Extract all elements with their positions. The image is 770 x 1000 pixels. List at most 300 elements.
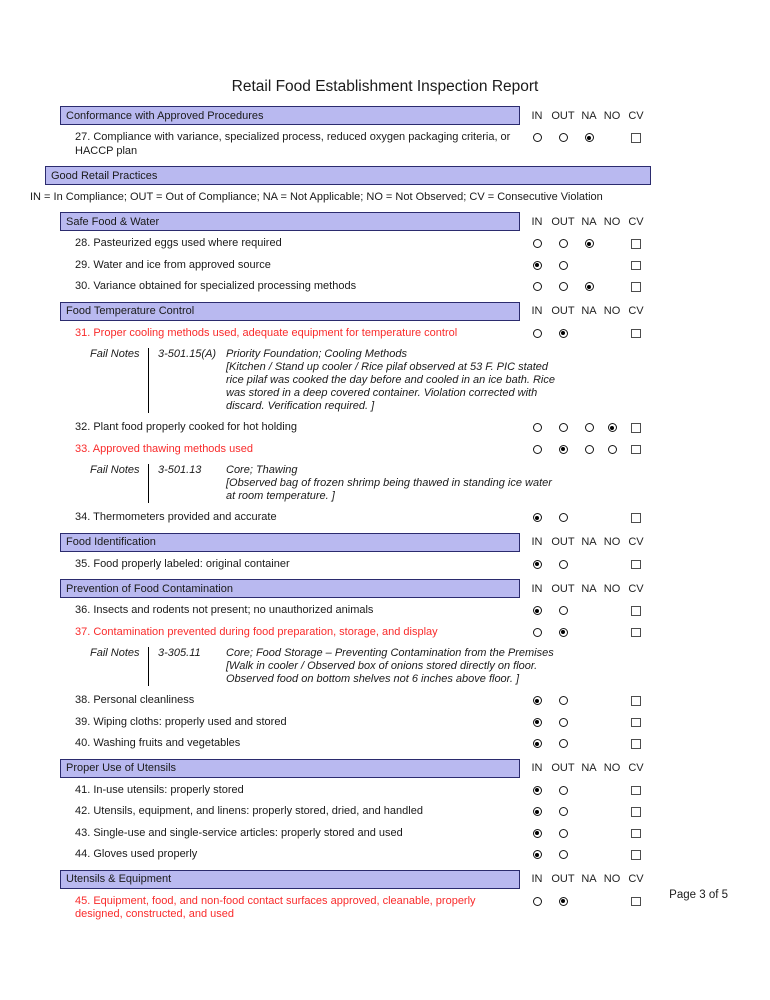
mark-cell-in <box>525 421 549 435</box>
mark-cell-no <box>601 604 623 618</box>
mark-cell-cv <box>623 421 649 435</box>
checkbox-cv-item-42[interactable] <box>631 807 641 817</box>
item-row-29 <box>0 259 770 273</box>
radio-in-item-30[interactable] <box>533 282 542 291</box>
item-marks <box>525 784 649 798</box>
mark-cell-no <box>601 237 623 251</box>
mark-cell-cv <box>623 443 649 457</box>
radio-out-item-40[interactable] <box>559 739 568 748</box>
column-header-no: NO <box>603 762 621 774</box>
section-bar-label: Utensils & Equipment <box>66 873 172 885</box>
radio-out-item-28[interactable] <box>559 239 568 248</box>
item-label: 36. Insects and rodents not present; no unauthorized animals <box>75 604 374 616</box>
item-row-37 <box>0 626 770 640</box>
item-marks <box>525 327 649 341</box>
section-header-row-food-identification <box>0 533 770 552</box>
mark-cell-cv <box>623 327 649 341</box>
mark-cell-na <box>577 805 601 819</box>
checkbox-cv-item-30[interactable] <box>631 282 641 292</box>
mark-cell-no <box>601 784 623 798</box>
mark-cell-cv <box>623 511 649 525</box>
checkbox-cv-item-45[interactable] <box>631 897 641 907</box>
radio-in-item-27[interactable] <box>533 133 542 142</box>
item-label: 40. Washing fruits and vegetables <box>75 737 241 749</box>
mark-cell-out <box>549 784 577 798</box>
legend-text: IN = In Compliance; OUT = Out of Compliance; NA = Not Applicable; NO = Not Observed; CV = Consecutive Violation <box>30 191 603 203</box>
item-row-34 <box>0 511 770 525</box>
radio-na-item-28[interactable] <box>585 239 594 248</box>
mark-cell-na <box>577 848 601 862</box>
column-header-na: NA <box>581 762 597 774</box>
mark-cell-na <box>577 443 601 457</box>
section-bar-label: Proper Use of Utensils <box>66 762 177 774</box>
item-label: 31. Proper cooling methods used, adequate equipment for temperature control <box>75 326 458 339</box>
checkbox-cv-item-31[interactable] <box>631 329 641 339</box>
section-header-row-safe-food-water <box>0 212 770 231</box>
checkbox-cv-item-34[interactable] <box>631 513 641 523</box>
mark-cell-in <box>525 558 549 572</box>
item-label: 45. Equipment, food, and non-food contact surfaces approved, cleanable, properly designed, constructed, and used <box>75 894 476 920</box>
failnote-description <box>226 348 564 413</box>
mark-cell-in <box>525 895 549 909</box>
column-header-na: NA <box>581 215 597 228</box>
column-headers <box>525 873 649 885</box>
column-header-out: OUT <box>551 582 575 595</box>
mark-cell-out <box>549 327 577 341</box>
mark-cell-no <box>601 895 623 909</box>
mark-cell-in <box>525 131 549 145</box>
radio-na-item-30[interactable] <box>585 282 594 291</box>
mark-cell-na <box>577 259 601 273</box>
mark-cell-no <box>601 827 623 841</box>
mark-cell-cv <box>623 237 649 251</box>
checkbox-cv-item-41[interactable] <box>631 786 641 796</box>
section-header-row-proper-use-of-utensils <box>0 759 770 778</box>
item-label: 32. Plant food properly cooked for hot holding <box>75 421 297 433</box>
item-marks <box>525 895 649 909</box>
radio-out-item-36[interactable] <box>559 606 568 615</box>
mark-cell-cv <box>623 895 649 909</box>
column-header-in: IN <box>531 215 543 228</box>
radio-in-item-34[interactable] <box>533 513 542 522</box>
column-header-cv: CV <box>628 305 644 317</box>
mark-cell-na <box>577 237 601 251</box>
failnote-body: [Observed bag of frozen shrimp being thawed in standing ice water at room temperature. ] <box>226 477 552 502</box>
mark-cell-no <box>601 280 623 294</box>
mark-cell-no <box>601 511 623 525</box>
item-marks <box>525 805 649 819</box>
item-marks <box>525 259 649 273</box>
radio-na-item-27[interactable] <box>585 133 594 142</box>
mark-cell-na <box>577 280 601 294</box>
item-marks <box>525 558 649 572</box>
column-header-cv: CV <box>628 582 644 595</box>
column-headers <box>525 762 649 774</box>
section-bar <box>60 106 520 125</box>
radio-out-item-42[interactable] <box>559 807 568 816</box>
column-header-out: OUT <box>551 109 575 122</box>
radio-out-item-41[interactable] <box>559 786 568 795</box>
checkbox-cv-item-29[interactable] <box>631 261 641 271</box>
failnote-code: 3-305.11 <box>158 647 201 659</box>
mark-cell-cv <box>623 131 649 145</box>
mark-cell-out <box>549 626 577 640</box>
radio-in-item-31[interactable] <box>533 329 542 338</box>
mark-cell-na <box>577 737 601 751</box>
column-headers <box>525 305 649 317</box>
checkbox-cv-item-35[interactable] <box>631 560 641 570</box>
column-header-no: NO <box>603 873 621 885</box>
banner-bar-label: Good Retail Practices <box>51 169 158 182</box>
radio-in-item-45[interactable] <box>533 897 542 906</box>
section-header-row-utensils-equipment <box>0 870 770 889</box>
column-header-in: IN <box>531 762 543 774</box>
section-bar <box>60 212 520 231</box>
item-row-33 <box>0 443 770 457</box>
item-marks <box>525 280 649 294</box>
mark-cell-in <box>525 511 549 525</box>
mark-cell-out <box>549 259 577 273</box>
mark-cell-cv <box>623 784 649 798</box>
section-bar <box>60 759 520 778</box>
item-marks <box>525 131 649 145</box>
mark-cell-in <box>525 280 549 294</box>
mark-cell-cv <box>623 848 649 862</box>
section-bar <box>60 302 520 321</box>
failnote-title: Core; Thawing <box>226 464 298 476</box>
mark-cell-out <box>549 558 577 572</box>
mark-cell-in <box>525 327 549 341</box>
mark-cell-in <box>525 737 549 751</box>
checkbox-cv-item-33[interactable] <box>631 445 641 455</box>
item-label: 30. Variance obtained for specialized processing methods <box>75 280 357 292</box>
checkbox-cv-item-37[interactable] <box>631 628 641 638</box>
checkbox-cv-item-40[interactable] <box>631 739 641 749</box>
item-row-32 <box>0 421 770 435</box>
section-bar <box>60 533 520 552</box>
radio-out-item-33[interactable] <box>559 445 568 454</box>
mark-cell-out <box>549 280 577 294</box>
mark-cell-cv <box>623 604 649 618</box>
radio-no-item-32[interactable] <box>608 423 617 432</box>
mark-cell-no <box>601 626 623 640</box>
mark-cell-na <box>577 327 601 341</box>
column-header-in: IN <box>531 582 543 595</box>
failnote-label: Fail Notes <box>90 464 140 476</box>
radio-out-item-43[interactable] <box>559 829 568 838</box>
column-header-out: OUT <box>551 305 575 317</box>
failnote-code: 3-501.13 <box>158 464 202 476</box>
radio-out-item-32[interactable] <box>559 423 568 432</box>
section-header-row-prevention-of-food-contamination <box>0 579 770 598</box>
radio-in-item-43[interactable] <box>533 829 542 838</box>
item-label: 38. Personal cleanliness <box>75 694 195 706</box>
mark-cell-no <box>601 848 623 862</box>
mark-cell-in <box>525 716 549 730</box>
mark-cell-out <box>549 511 577 525</box>
item-marks <box>525 421 649 435</box>
mark-cell-no <box>601 131 623 145</box>
mark-cell-cv <box>623 626 649 640</box>
column-header-in: IN <box>531 305 543 317</box>
mark-cell-out <box>549 716 577 730</box>
mark-cell-in <box>525 626 549 640</box>
item-label: 41. In-use utensils: properly stored <box>75 783 244 796</box>
mark-cell-in <box>525 237 549 251</box>
item-marks <box>525 716 649 730</box>
column-header-no: NO <box>603 109 621 122</box>
column-header-no: NO <box>603 582 621 595</box>
item-row-42 <box>0 805 770 819</box>
item-marks <box>525 737 649 751</box>
column-header-out: OUT <box>551 762 575 774</box>
radio-out-item-39[interactable] <box>559 718 568 727</box>
radio-in-item-40[interactable] <box>533 739 542 748</box>
item-label: 39. Wiping cloths: properly used and stored <box>75 715 287 728</box>
mark-cell-out <box>549 421 577 435</box>
mark-cell-na <box>577 626 601 640</box>
item-row-45 <box>0 895 770 922</box>
radio-in-item-32[interactable] <box>533 423 542 432</box>
item-row-31 <box>0 327 770 341</box>
item-label: 33. Approved thawing methods used <box>75 442 253 455</box>
column-header-na: NA <box>581 536 597 548</box>
mark-cell-cv <box>623 694 649 708</box>
mark-cell-out <box>549 848 577 862</box>
mark-cell-cv <box>623 827 649 841</box>
item-row-30 <box>0 280 770 294</box>
item-marks <box>525 604 649 618</box>
mark-cell-out <box>549 131 577 145</box>
item-label: 42. Utensils, equipment, and linens: properly stored, dried, and handled <box>75 805 423 817</box>
mark-cell-na <box>577 716 601 730</box>
mark-cell-na <box>577 827 601 841</box>
mark-cell-no <box>601 259 623 273</box>
column-header-no: NO <box>603 536 621 548</box>
column-header-na: NA <box>581 873 597 885</box>
checkbox-cv-item-32[interactable] <box>631 423 641 433</box>
radio-in-item-29[interactable] <box>533 261 542 270</box>
column-header-cv: CV <box>628 215 644 228</box>
section-bar <box>60 579 520 598</box>
item-row-28 <box>0 237 770 251</box>
section-bar-label: Food Identification <box>66 536 156 548</box>
mark-cell-out <box>549 805 577 819</box>
radio-out-item-30[interactable] <box>559 282 568 291</box>
item-marks <box>525 848 649 862</box>
mark-cell-out <box>549 827 577 841</box>
mark-cell-no <box>601 805 623 819</box>
column-headers <box>525 216 649 228</box>
item-label: 34. Thermometers provided and accurate <box>75 511 277 523</box>
radio-in-item-44[interactable] <box>533 850 542 859</box>
radio-in-item-38[interactable] <box>533 696 542 705</box>
column-header-cv: CV <box>628 109 644 122</box>
mark-cell-no <box>601 558 623 572</box>
column-header-no: NO <box>603 215 621 228</box>
item-label: 29. Water and ice from approved source <box>75 258 271 271</box>
failnote-label: Fail Notes <box>90 647 140 659</box>
section-bar <box>60 870 520 889</box>
item-row-40 <box>0 737 770 751</box>
radio-out-item-44[interactable] <box>559 850 568 859</box>
mark-cell-na <box>577 604 601 618</box>
column-header-cv: CV <box>628 873 644 885</box>
section-bar-label: Food Temperature Control <box>66 305 195 317</box>
mark-cell-na <box>577 131 601 145</box>
column-header-in: IN <box>531 536 543 548</box>
column-header-na: NA <box>581 582 597 595</box>
column-header-in: IN <box>531 109 543 122</box>
failnote-content <box>148 464 564 503</box>
radio-na-item-32[interactable] <box>585 423 594 432</box>
radio-in-item-28[interactable] <box>533 239 542 248</box>
failnote-row <box>90 348 770 413</box>
radio-in-item-37[interactable] <box>533 628 542 637</box>
checkbox-cv-item-44[interactable] <box>631 850 641 860</box>
page-number: Page 3 of 5 <box>669 889 728 901</box>
radio-in-item-39[interactable] <box>533 718 542 727</box>
mark-cell-cv <box>623 805 649 819</box>
radio-in-item-35[interactable] <box>533 560 542 569</box>
column-header-out: OUT <box>551 873 575 885</box>
radio-out-item-37[interactable] <box>559 628 568 637</box>
radio-no-item-33[interactable] <box>608 445 617 454</box>
mark-cell-cv <box>623 716 649 730</box>
failnote-content <box>148 348 564 413</box>
blocks <box>0 106 770 922</box>
mark-cell-cv <box>623 558 649 572</box>
failnote-body: [Kitchen / Stand up cooler / Rice pilaf observed at 53 F. PIC stated rice pilaf was cooked the day before and cooled in an ice bath. Rice was stored in a deep covered container. Violation corrected with discard. Verification required. ] <box>226 361 555 412</box>
column-header-in: IN <box>531 873 543 885</box>
mark-cell-no <box>601 327 623 341</box>
failnote-body: [Walk in cooler / Observed box of onions stored directly on floor. Observed food on bottom shelves not 6 inches above floor. ] <box>226 660 538 685</box>
checkbox-cv-item-27[interactable] <box>631 133 641 143</box>
mark-cell-na <box>577 784 601 798</box>
mark-cell-no <box>601 421 623 435</box>
mark-cell-na <box>577 694 601 708</box>
radio-out-item-34[interactable] <box>559 513 568 522</box>
mark-cell-cv <box>623 280 649 294</box>
item-row-38 <box>0 694 770 708</box>
section-header-row-conformance-with-approved-procedures <box>0 106 770 125</box>
failnote-content <box>148 647 564 686</box>
radio-out-item-31[interactable] <box>559 329 568 338</box>
column-header-na: NA <box>581 109 597 122</box>
mark-cell-out <box>549 895 577 909</box>
radio-out-item-27[interactable] <box>559 133 568 142</box>
section-bar-label: Safe Food & Water <box>66 215 160 228</box>
item-label: 28. Pasteurized eggs used where required <box>75 237 282 249</box>
mark-cell-cv <box>623 259 649 273</box>
mark-cell-no <box>601 716 623 730</box>
checkbox-cv-item-36[interactable] <box>631 606 641 616</box>
radio-out-item-38[interactable] <box>559 696 568 705</box>
mark-cell-in <box>525 784 549 798</box>
mark-cell-no <box>601 694 623 708</box>
checkbox-cv-item-39[interactable] <box>631 718 641 728</box>
failnote-row <box>90 464 770 503</box>
radio-in-item-33[interactable] <box>533 445 542 454</box>
item-marks <box>525 237 649 251</box>
item-row-41 <box>0 784 770 798</box>
mark-cell-na <box>577 511 601 525</box>
column-headers <box>525 110 649 122</box>
page-title: Retail Food Establishment Inspection Report <box>231 78 539 95</box>
failnote-title: Priority Foundation; Cooling Methods <box>226 348 407 360</box>
item-row-43 <box>0 827 770 841</box>
mark-cell-in <box>525 604 549 618</box>
mark-cell-in <box>525 259 549 273</box>
mark-cell-in <box>525 805 549 819</box>
item-row-44 <box>0 848 770 862</box>
mark-cell-in <box>525 848 549 862</box>
mark-cell-in <box>525 694 549 708</box>
radio-out-item-29[interactable] <box>559 261 568 270</box>
banner-bar <box>45 166 651 185</box>
mark-cell-out <box>549 694 577 708</box>
failnote-label: Fail Notes <box>90 348 140 360</box>
mark-cell-no <box>601 443 623 457</box>
mark-cell-out <box>549 237 577 251</box>
checkbox-cv-item-43[interactable] <box>631 829 641 839</box>
radio-in-item-42[interactable] <box>533 807 542 816</box>
item-label: 44. Gloves used properly <box>75 848 198 860</box>
mark-cell-na <box>577 558 601 572</box>
item-marks <box>525 443 649 457</box>
section-bar-label: Conformance with Approved Procedures <box>66 109 264 122</box>
item-row-35 <box>0 558 770 572</box>
banner-row-good-retail-practices <box>0 166 770 185</box>
item-marks <box>525 511 649 525</box>
mark-cell-in <box>525 443 549 457</box>
radio-out-item-45[interactable] <box>559 897 568 906</box>
radio-out-item-35[interactable] <box>559 560 568 569</box>
column-headers <box>525 536 649 548</box>
section-bar-label: Prevention of Food Contamination <box>66 582 233 595</box>
checkbox-cv-item-38[interactable] <box>631 696 641 706</box>
item-label: 27. Compliance with variance, specialized process, reduced oxygen packaging criteria, or HACCP plan <box>75 131 511 157</box>
item-label: 37. Contamination prevented during food preparation, storage, and display <box>75 625 438 638</box>
mark-cell-cv <box>623 737 649 751</box>
failnote-title: Core; Food Storage – Preventing Contamination from the Premises <box>226 647 554 659</box>
mark-cell-no <box>601 737 623 751</box>
item-marks <box>525 827 649 841</box>
item-row-36 <box>0 604 770 618</box>
failnote-code: 3-501.15(A) <box>158 348 217 360</box>
item-label: 35. Food properly labeled: original container <box>75 557 290 570</box>
section-header-row-food-temperature-control <box>0 302 770 321</box>
column-header-cv: CV <box>628 536 644 548</box>
mark-cell-na <box>577 421 601 435</box>
column-header-na: NA <box>581 305 597 317</box>
mark-cell-in <box>525 827 549 841</box>
column-header-cv: CV <box>628 762 644 774</box>
item-marks <box>525 626 649 640</box>
failnote-row <box>90 647 770 686</box>
mark-cell-na <box>577 895 601 909</box>
radio-na-item-33[interactable] <box>585 445 594 454</box>
checkbox-cv-item-28[interactable] <box>631 239 641 249</box>
item-row-39 <box>0 716 770 730</box>
item-label: 43. Single-use and single-service articles: properly stored and used <box>75 826 403 839</box>
mark-cell-out <box>549 443 577 457</box>
radio-in-item-36[interactable] <box>533 606 542 615</box>
failnote-description <box>226 647 564 686</box>
mark-cell-out <box>549 604 577 618</box>
radio-in-item-41[interactable] <box>533 786 542 795</box>
column-header-out: OUT <box>551 536 575 548</box>
